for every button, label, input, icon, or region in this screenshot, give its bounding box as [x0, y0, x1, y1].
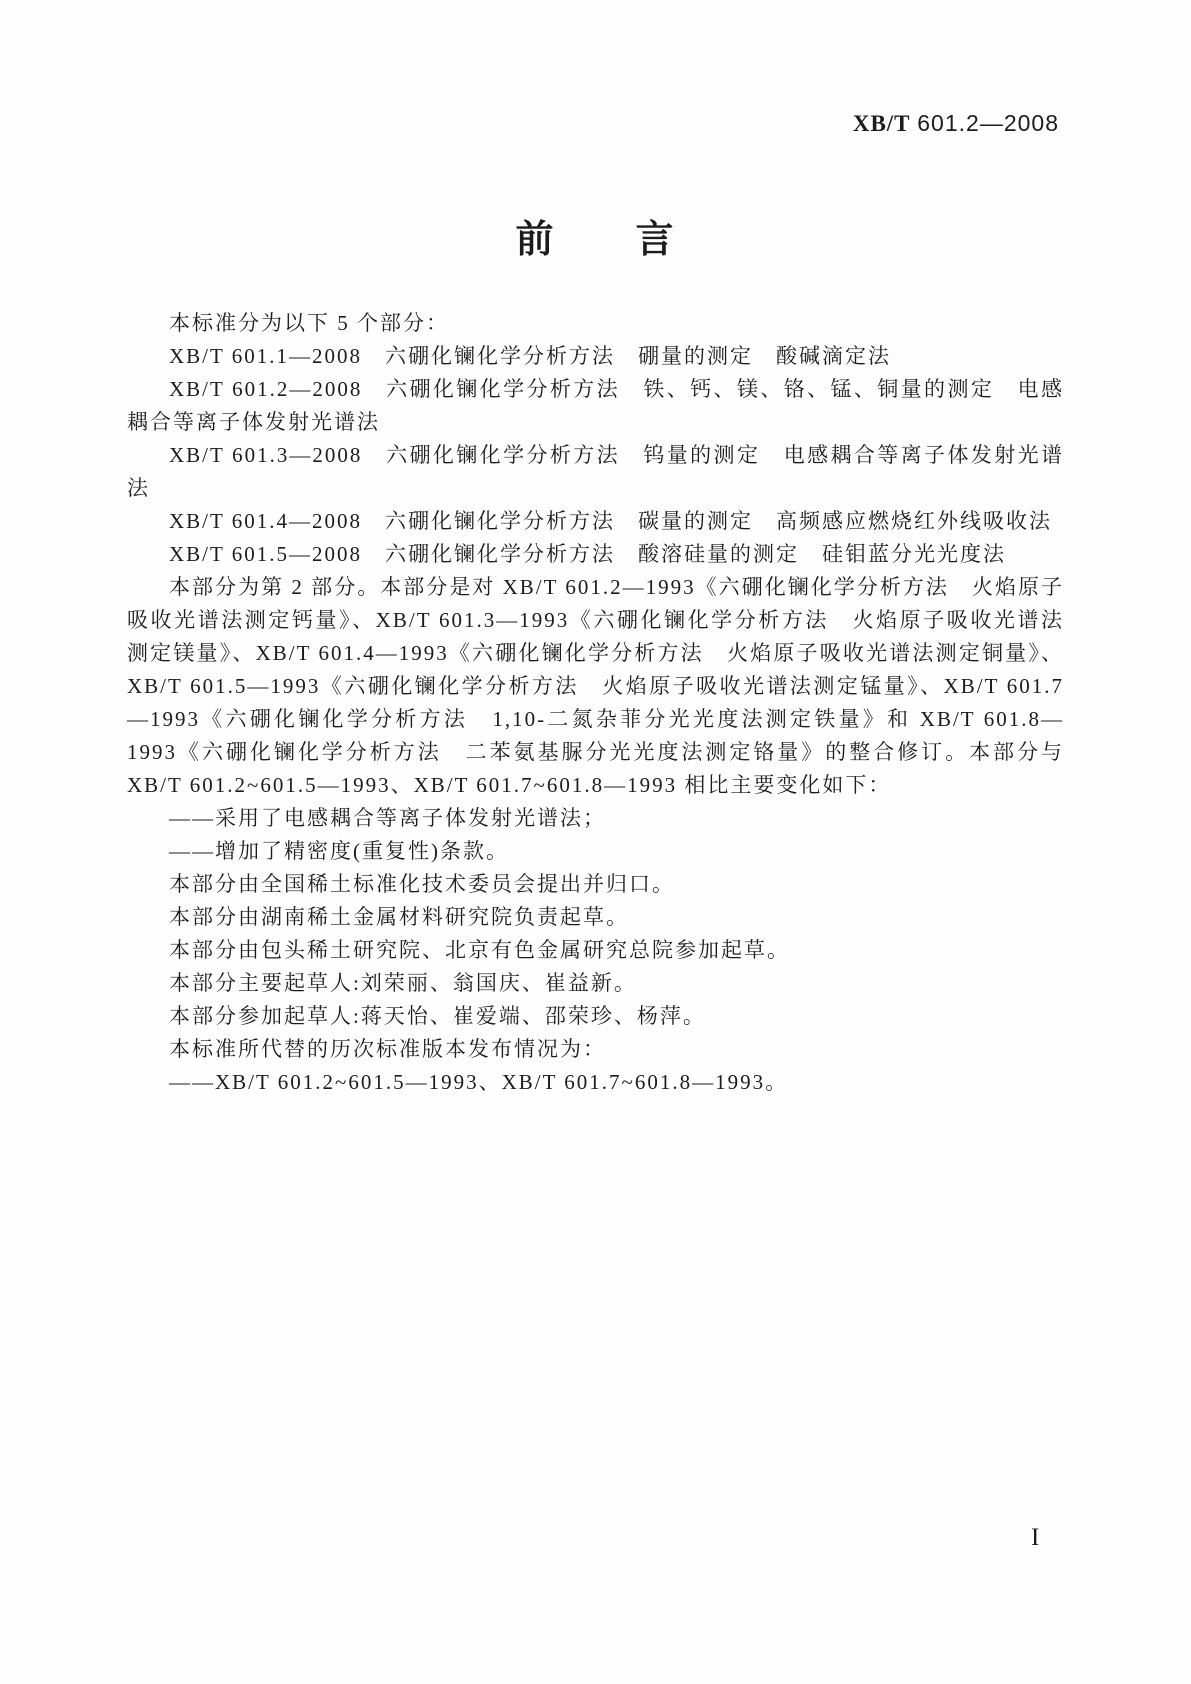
standard-code — [853, 110, 1059, 137]
paragraph: XB/T 601.4—2008 六硼化镧化学分析方法 碳量的测定 高频感应燃烧红外线吸收法 — [169, 509, 1052, 533]
paragraph: 本部分为第 2 部分。本部分是对 XB/T 601.2—1993《六硼化镧化学分析方法 火焰原子吸收光谱法测定钙量》、XB/T 601.3—1993《六硼化镧化学分析方法 火焰原子吸收光谱法测定镁量》、XB/T 601.4—1993《六硼化镧化学分析方法 火焰原子吸收光谱法测定铜量》、XB/T 601.5—1993《六硼化镧化学分析方法 火焰原子吸收光谱法测定锰量》、XB/T 601.7—1993《六硼化镧化学分析方法 1,10-二氮杂菲分光光度法测定铁量》和 XB/T 601.8—1993《六硼化镧化学分析方法 二苯氨基脲分光光度法测定铬量》的整合修订。本部分与 XB/T 601.2~601.5—1993、XB/T 601.7~601.8—1993 相比主要变化如下： — [127, 575, 1064, 797]
paragraph: 本部分主要起草人:刘荣丽、翁国庆、崔益新。 — [169, 971, 637, 995]
page-title: 前 言 — [515, 219, 676, 261]
paragraph: 本部分由湖南稀土金属材料研究院负责起草。 — [169, 905, 629, 929]
paragraph: ——增加了精密度(重复性)条款。 — [169, 839, 509, 863]
paragraph: XB/T 601.3—2008 六硼化镧化学分析方法 钨量的测定 电感耦合等离子体发射光谱法 — [127, 443, 1064, 500]
paragraph: XB/T 601.1—2008 六硼化镧化学分析方法 硼量的测定 酸碱滴定法 — [169, 344, 891, 368]
paragraph: ——XB/T 601.2~601.5—1993、XB/T 601.7~601.8—1993。 — [169, 1070, 789, 1094]
standard-code-prefix: XB/T — [852, 111, 911, 136]
paragraph: XB/T 601.2—2008 六硼化镧化学分析方法 铁、钙、镁、铬、锰、铜量的测定 电感耦合等离子体发射光谱法 — [127, 377, 1064, 434]
paragraph: 本部分由全国稀土标准化技术委员会提出并归口。 — [169, 872, 675, 896]
foreword-paragraphs — [127, 307, 1064, 1099]
paragraph: 本部分参加起草人:蒋天怡、崔爱端、邵荣珍、杨萍。 — [169, 1004, 706, 1028]
page-number: I — [1031, 1524, 1040, 1551]
paragraph: 本标准所代替的历次标准版本发布情况为： — [169, 1037, 606, 1061]
paragraph: 本部分由包头稀土研究院、北京有色金属研究总院参加起草。 — [169, 938, 790, 962]
standard-code-number: 601.2—2008 — [917, 110, 1059, 136]
paragraph: 本标准分为以下 5 个部分： — [169, 311, 449, 335]
paragraph: ——采用了电感耦合等离子体发射光谱法； — [169, 806, 606, 830]
paragraph: XB/T 601.5—2008 六硼化镧化学分析方法 酸溶硅量的测定 硅钼蓝分光光度法 — [169, 542, 1006, 566]
